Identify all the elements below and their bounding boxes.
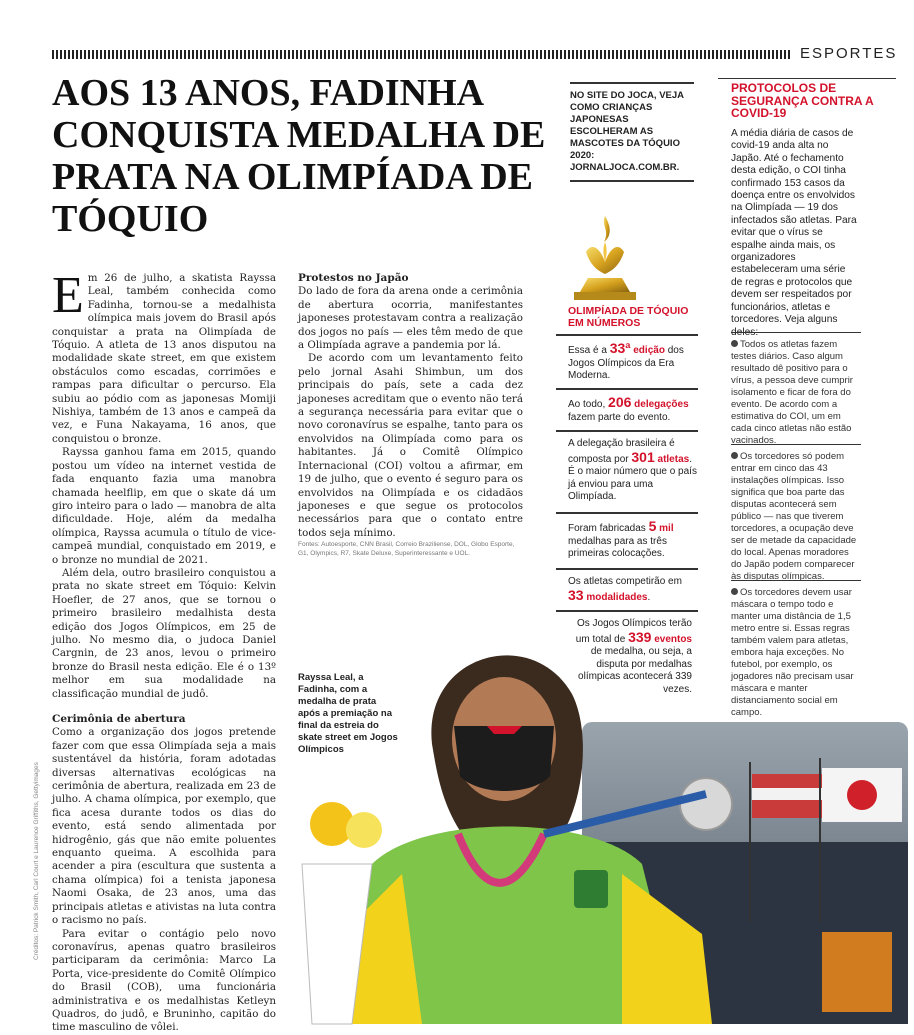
stat-delegations: Ao todo, 206 delegações fazem parte do evento. xyxy=(556,388,698,424)
paragraph: Além dela, outro brasileiro conquistou a prata no skate street em Tóquio: Kelvin Hoefler, de 27 anos, que se tornou o primeiro brasileiro medalhista desta edição dos Jogos Olímpicos, em 25 de julho. No mesmo dia, o judoca Daniel Cargnin, de 23 anos, levou o primeiro bronze do Brasil nesta edição. Ele é o 13º melhor em sua modalidade na classificação mundial de judô. xyxy=(52,566,276,700)
stat-sports: Os atletas competirão em 33 modalidades. xyxy=(556,568,698,604)
stat-medals: Foram fabricadas 5 mil medalhas para as três primeiras colocações. xyxy=(556,512,698,561)
numbers-title: OLIMPÍADA DE TÓQUIO EM NÚMEROS xyxy=(568,305,689,329)
bullet-icon xyxy=(731,452,738,459)
protocol-item: Todos os atletas fazem testes diários. Caso algum resultado dê positivo para o vírus, a pessoa deve cumprir isolamento e ficar de fora do evento. De acordo com a estimativa do COI, um em cada cinco atletas não estão vacinados. xyxy=(731,332,861,447)
protocol-item: Os torcedores devem usar máscara o tempo todo e manter uma distância de 1,5 metro entre si. Essas regras também valem para atletas, embora haja exceções. No futebol, por exemplo, os jogadores não precisam usar máscara e manter distanciamento social em campo. xyxy=(731,580,861,719)
stat-editions: Essa é a 33ª edição dos Jogos Olímpicos da Era Moderna. xyxy=(556,334,698,383)
section-divider xyxy=(52,50,792,59)
protocols-rule xyxy=(718,78,896,79)
torch-icon xyxy=(566,212,644,304)
bullet-icon xyxy=(731,340,738,347)
subheading-opening-ceremony: Cerimônia de abertura xyxy=(52,713,186,725)
protocols-intro: A média diária de casos de covid-19 anda alta no Japão. Até o fechamento desta edição, o COI tinha confirmado 153 casos da doença entre os envolvidos na Olimpíada — 19 dos infectados são atletas. Para evitar que o vírus se espalhe ainda mais, os organizadores estabeleceram uma série de regras e protocolos que devem ser respeitados por funcionários, atletas e torcedores. Veja alguns deles: xyxy=(731,128,857,338)
joca-promo-box: NO SITE DO JOCA, VEJA COMO CRIANÇAS JAPONESAS ESCOLHERAM AS MASCOTES DA TÓQUIO 2020: JORNALJOCA.COM.BR. xyxy=(570,82,694,182)
headline: AOS 13 ANOS, FADINHA CONQUISTA MEDALHA DE PRATA NA OLIMPÍADA DE TÓQUIO xyxy=(52,72,546,240)
article-column-1 xyxy=(52,267,276,1035)
protocol-item: Os torcedores só podem entrar em cinco das 43 instalações olímpicas. Isso significa que boa parte das disputas acontecerá sem público — nas que tiverem torcedores, a ocupação deve ser de metade da capacidade do local. Apenas moradores do Japão podem comparecer às disputas olímpicas. xyxy=(731,444,861,583)
paragraph: m 26 de julho, a skatista Rayssa Leal, também conhecida como Fadinha, tornou-se a medalhista olímpica mais jovem do Brasil após conquistar a prata na Olimpíada de Tóquio. A atleta de 13 anos disputou na modalidade skate street, em que existem obstáculos como escadas, corrimões e rampas para dificultar o percurso. Ela subiu ao pódio com as japonesas Momiji Nishiya, também de 13 anos e campeã da vez, e Funa Nakayama, 16 anos, que conquistou o bronze. xyxy=(52,272,276,445)
stat-brazil-athletes: A delegação brasileira é composta por 301 atletas. É o maior número que o país já enviou para uma Olimpíada. xyxy=(556,430,698,504)
paragraph: Do lado de fora da arena onde a cerimônia de abertura ocorria, manifestantes japoneses protestavam contra a realização dos jogos no país — eles têm medo de que a Olimpíada agrave a pandemia por lá. xyxy=(298,285,523,352)
photo-credit: Créditos: Patrick Smith, Carl Court e Laurence Griffiths, Gettyimages xyxy=(33,762,40,960)
stat-events: Os Jogos Olímpicos terão um total de 339 eventos de medalha, ou seja, a disputa por medalhas olímpicas acontecerá 339 vezes. xyxy=(556,610,698,696)
section-name: ESPORTES xyxy=(800,45,898,62)
paragraph: Como a organização dos jogos pretende fazer com que essa Olimpíada seja a mais sustentável da história, foram adotadas diversas alternativas ecológicas na cerimônia de abertura, realizada em 23 de julho. A chama olímpica, por exemplo, que fica acesa durante todos os dias do evento, está sendo alimentada por hidrogênio, gás que não emite poluentes enquanto queima. A escolhida para acender a pira (escultura que sustenta a chama olímpica) foi a tenista japonesa Naomi Osaka, de 23 anos, uma das principais atletas e ativistas na luta contra o racismo no país. xyxy=(52,726,276,927)
article-column-2 xyxy=(298,272,523,540)
paragraph: Para evitar o contágio pelo novo coronavírus, apenas quatro brasileiros participaram da cerimônia: Marco La Porta, vice-presidente do Comitê Olímpico do Brasil (COB), uma funcionária administrativa e os medalhistas Ketleyn Quadros, do judô, e Bruninho, capitão do time masculino de vôlei. xyxy=(52,927,276,1034)
sources-note: Fontes: Autoesporte, CNN Brasil, Correio Braziliense, DOL, Globo Esporte, G1, Olympics, R7, Skate Deluxe, Superinteressante e UOL. xyxy=(298,541,515,557)
photo-caption: Rayssa Leal, a Fadinha, com a medalha de prata após a premiação na final da estreia do skate street em Jogos Olímpicos xyxy=(298,672,398,755)
protocols-title: PROTOCOLOS DE SEGURANÇA CONTRA A COVID-19 xyxy=(731,81,874,120)
subheading-protests: Protestos no Japão xyxy=(298,272,409,284)
paragraph: De acordo com um levantamento feito pelo jornal Asahi Shimbun, um dos principais do país, sete a cada dez japoneses acreditam que o evento não terá a segurança necessária para evitar que o novo coronavírus se espalhe, tanto para os envolvidos na Olimpíada como para os habitantes. Já o Comitê Olímpico Internacional (COI) voltou a afirmar, em 19 de julho, que o evento é seguro para os envolvidos na Olimpíada e os cidadãos japoneses e que segue os protocolos necessários para que o contato entre todos seja mínimo. xyxy=(298,352,523,539)
bullet-icon xyxy=(731,588,738,595)
paragraph: Rayssa ganhou fama em 2015, quando postou um vídeo na internet vestida de fada enquanto fazia uma manobra chamada heelflip, em que o skate dá um giro inteiro para o lado — manobra de alta dificuldade. Hoje, além da medalha olímpica, Rayssa acumula o título de vice-campeã mundial, conquistado em 2019, e o bronze no mundial de 2021. xyxy=(52,446,276,566)
drop-cap: E xyxy=(52,267,84,324)
